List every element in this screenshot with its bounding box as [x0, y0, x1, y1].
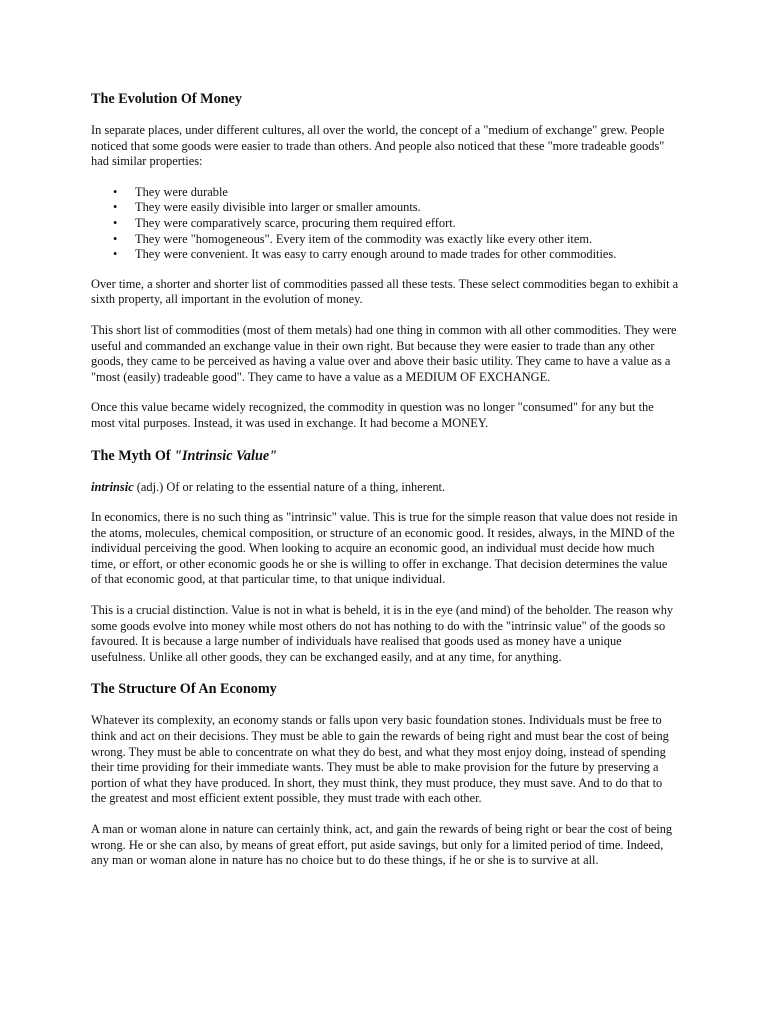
list-item-text: They were comparatively scarce, procuring them required effort. — [135, 215, 456, 230]
paragraph-evolution-intro: In separate places, under different cultures, all over the world, the concept of a "medium of exchange" grew. People noticed that some goods were easier to trade than others. And people also noticed that these "more tradeable goods" had similar properties: — [91, 123, 665, 169]
document-body — [91, 90, 679, 884]
bullet-icon: • — [113, 247, 118, 262]
heading-evolution-of-money: The Evolution Of Money — [91, 91, 242, 107]
list-item-text: They were easily divisible into larger or smaller amounts. — [135, 200, 421, 215]
bullet-icon: • — [113, 184, 118, 199]
paragraph-alone-in-nature: A man or woman alone in nature can certainly think, act, and gain the rewards of being right or bear the cost of being wrong. He or she can also, by means of great effort, put aside savings, but only for a limited period of time. Indeed, any man or woman alone in nature has no choice but to do these things, if he or she is to survive at all. — [91, 822, 673, 868]
paragraph-medium-of-exchange: This short list of commodities (most of them metals) had one thing in common with all other commodities. They were useful and commanded an exchange value in their own right. But because they were easier to trade than any other goods, they came to be perceived as having a value over and above their basic utility. They came to have a value as a "most (easily) tradeable good". They came to have a value as a MEDIUM OF EXCHANGE. — [91, 322, 677, 384]
list-item-text: They were convenient. It was easy to carry enough around to made trades for other commodities. — [135, 247, 617, 262]
paragraph-sixth-property: Over time, a shorter and shorter list of commodities passed all these tests. These select commodities began to exhibit a sixth property, all important in the evolution of money. — [91, 276, 679, 307]
list-item — [91, 185, 679, 201]
bullet-icon: • — [113, 215, 118, 230]
heading-prefix: The Myth Of — [91, 447, 175, 464]
definition-intrinsic — [91, 480, 679, 496]
paragraph-no-intrinsic-value: In economics, there is no such thing as "intrinsic" value. This is true for the simple reason that value does not reside in the atoms, molecules, chemical composition, or structure of an economic good. It resides, always, in the MIND of the individual perceiving the good. When looking to acquire an economic good, an individual must decide how much time, or effort, or other economic goods he or she is willing to offer in exchange. That decision determines the value of that economic good, at that particular time, to that unique individual. — [91, 510, 678, 587]
definition-term: intrinsic — [91, 479, 134, 494]
paragraph-crucial-distinction: This is a crucial distinction. Value is not in what is beheld, it is in the eye (and mind) of the beholder. The reason why some goods evolve into money while most others do not has nothing to do with the "intrinsic value" of the goods so favoured. It is because a large number of individuals have realised that goods used as money have a unique usefulness. Unlike all other goods, they can be exchanged easily, and at any time, for anything. — [91, 603, 674, 664]
bullet-icon: • — [113, 200, 118, 215]
list-item-text: They were "homogeneous". Every item of the commodity was exactly like every other item. — [135, 231, 593, 246]
heading-structure-of-economy: The Structure Of An Economy — [91, 681, 277, 698]
properties-list — [91, 185, 679, 263]
bullet-icon: • — [113, 231, 118, 246]
list-item — [91, 232, 679, 248]
list-item — [91, 200, 679, 216]
paragraph-became-money: Once this value became widely recognized, the commodity in question was no longer "consumed" for any but the most vital purposes. Instead, it was used in exchange. It had become a MONEY. — [91, 400, 654, 430]
heading-italic-term: "Intrinsic Value" — [174, 447, 278, 464]
list-item — [91, 216, 679, 232]
list-item — [91, 247, 679, 263]
definition-text: (adj.) Of or relating to the essential nature of a thing, inherent. — [133, 479, 446, 494]
heading-myth-intrinsic-value — [91, 447, 679, 465]
list-item-text: They were durable — [135, 184, 228, 199]
paragraph-foundation-stones: Whatever its complexity, an economy stands or falls upon very basic foundation stones. Individuals must be free to think and act on their decisions. They must be able to gain the rewards of being right and must bear the cost of being wrong. They must be able to concentrate on what they do best, and what they most enjoy doing, instead of spending their time providing for their immediate wants. They must be able to make provision for the future by preserving a portion of what they have produced. In short, they must think, they must produce, they must save. And to do that to the greatest and most efficient extent possible, they must trade with each other. — [91, 713, 669, 806]
